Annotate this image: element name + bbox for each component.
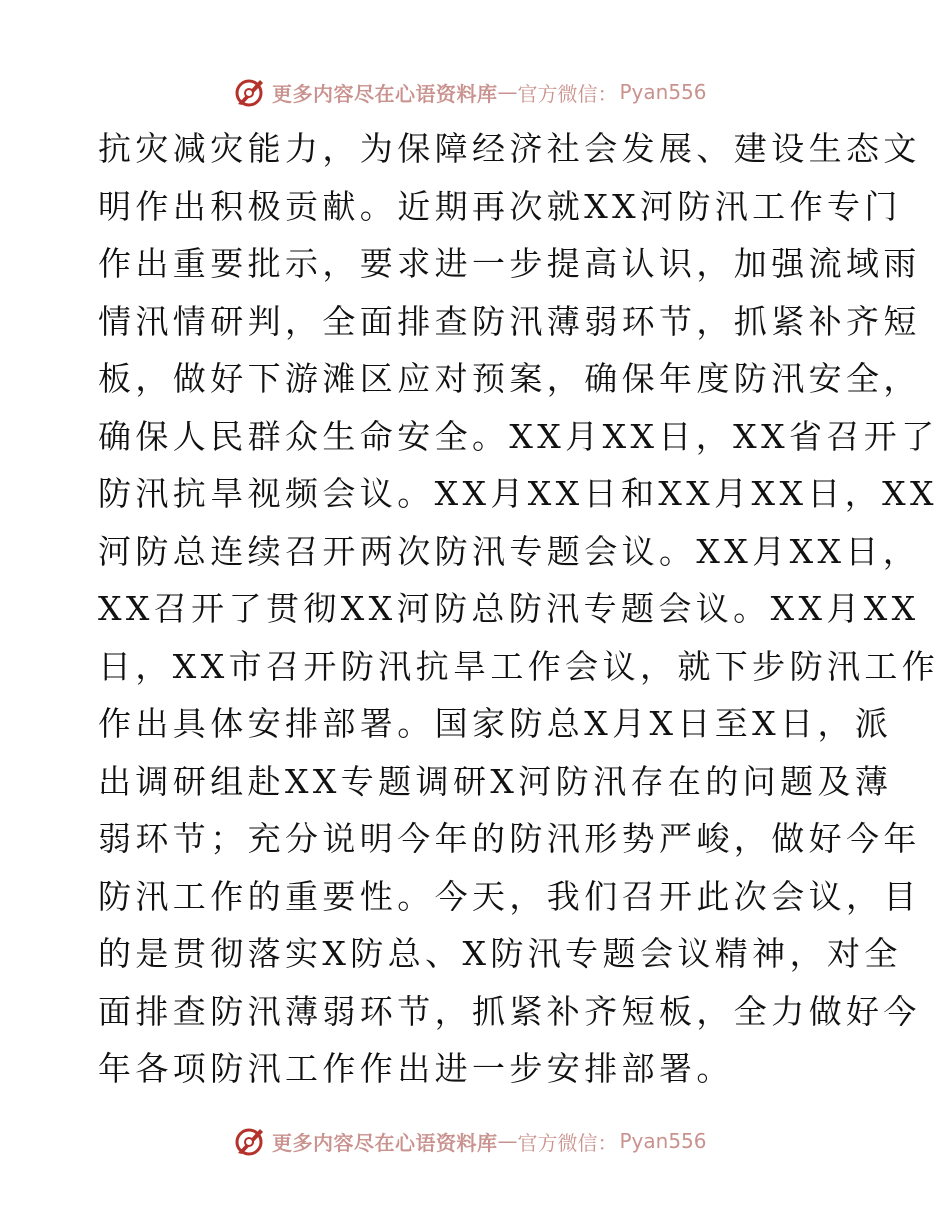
text-line: 情汛情研判，全面排查防汛薄弱环节，抓紧补齐短 [98,301,921,341]
watermark-wechat-account: Pyan556 [619,1129,707,1153]
watermark-dash: — [497,1129,518,1153]
text-line: XX召开了贯彻XX河防总防汛专题会议。XX月XX [98,589,920,628]
text-line: 明作出积极贡献。近期再次就XX河防汛工作专门 [98,186,902,226]
watermark-wechat-account: Pyan556 [619,80,707,104]
text-line: 出调研组赴XX专题调研X河防汛存在的问题及薄 [98,761,893,801]
text-line: 河防总连续召开两次防汛专题会议。XX月XX日， [98,531,921,571]
quill-logo-icon [232,1123,268,1159]
header-watermark [232,72,707,112]
watermark-title: 更多内容尽在心语资料库 [272,1130,498,1155]
footer-watermark [232,1121,707,1161]
document-body [98,120,940,1098]
text-line: 作出具体安排部署。国家防总X月X日至X日，派 [98,704,893,743]
watermark-wechat-label: 官方微信： [517,81,618,106]
text-line: 抗灾减灾能力，为保障经济社会发展、建设生态文 [98,129,921,168]
text-line: 弱环节；充分说明今年的防汛形势严峻，做好今年 [98,819,921,858]
text-line: 防汛工作的重要性。今天，我们召开此次会议，目 [98,876,921,916]
watermark-title: 更多内容尽在心语资料库 [272,81,498,106]
text-line: 的是贯彻落实X防总、X防汛专题会议精神，对全 [98,934,902,973]
text-line: 确保人民群众生命安全。XX月XX日，XX省召开了 [98,416,939,456]
text-line: 作出重要批示，要求进一步提高认识，加强流域雨 [98,244,921,283]
text-line: 防汛抗旱视频会议。XX月XX日和XX月XX日，XX [98,474,938,513]
text-line: 面排查防汛薄弱环节，抓紧补齐短板，全力做好今 [98,991,921,1031]
watermark-dash: — [497,80,518,104]
text-line: 日，XX市召开防汛抗旱工作会议，就下步防汛工作 [98,646,940,686]
watermark-wechat-label: 官方微信： [517,1130,618,1155]
text-line: 年各项防汛工作作出进一步安排部署。 [98,1049,734,1088]
text-line: 板，做好下游滩区应对预案，确保年度防汛安全， [98,359,921,398]
quill-logo-icon [232,74,268,110]
